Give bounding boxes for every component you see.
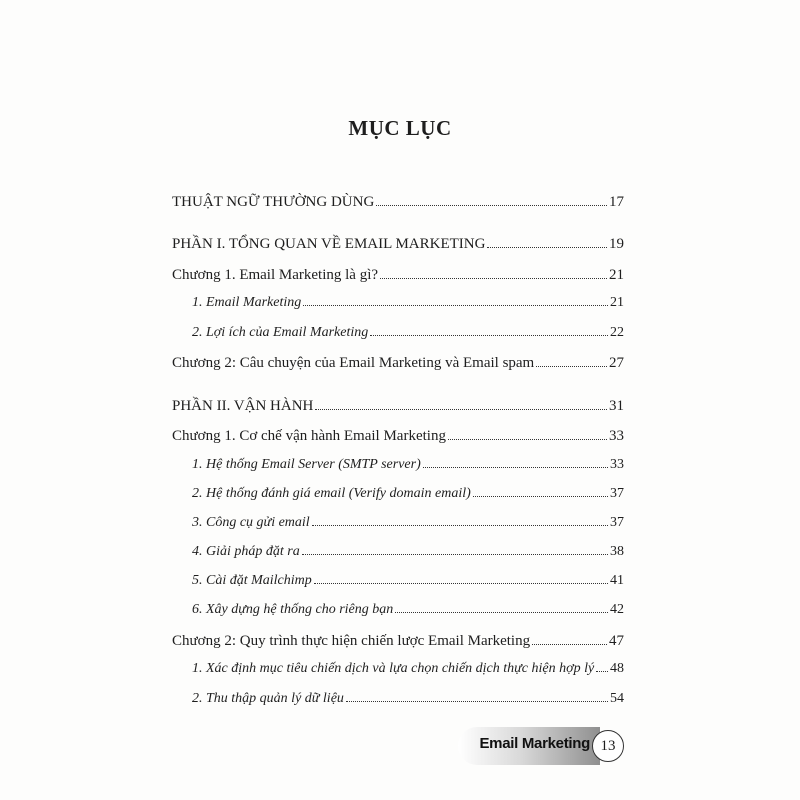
footer-book-title: Email Marketing: [479, 735, 590, 752]
toc-entry-title: 4. Giải pháp đặt ra: [192, 544, 300, 559]
toc-entry: [172, 265, 624, 285]
toc-entry-title: 2. Thu thập quản lý dữ liệu: [192, 691, 344, 706]
toc-entry-title: Chương 2: Câu chuyện của Email Marketing và Email spam: [172, 355, 535, 371]
toc-entry-page: 17: [609, 194, 624, 210]
toc-entry-page: 41: [610, 573, 624, 588]
toc-entry-title: 2. Lợi ích của Email Marketing: [192, 325, 369, 340]
toc-entry-title: 3. Công cụ gửi email: [192, 515, 310, 530]
toc-entry-page: 31: [609, 398, 624, 414]
dot-leader: [302, 553, 608, 555]
dot-leader: [596, 670, 608, 672]
toc-entry: [192, 293, 624, 313]
toc-entry-page: 33: [609, 428, 624, 444]
dot-leader: [303, 304, 608, 306]
toc-entry-title: PHẦN I. TỔNG QUAN VỀ EMAIL MARKETING: [172, 236, 486, 252]
toc-entry-title: THUẬT NGỮ THƯỜNG DÙNG: [172, 194, 375, 210]
dot-leader: [532, 643, 607, 645]
toc-entry-page: 48: [610, 661, 624, 676]
toc-entry: [192, 484, 624, 504]
toc-entry-page: 37: [610, 486, 624, 501]
dot-leader: [395, 611, 608, 613]
toc-entry: [192, 455, 624, 475]
toc-entry: [192, 513, 624, 533]
toc-entry: [192, 571, 624, 591]
toc-entry: [192, 600, 624, 620]
toc-entry: [172, 396, 624, 416]
dot-leader: [312, 524, 608, 526]
dot-leader: [314, 582, 608, 584]
toc-entry: [192, 323, 624, 343]
toc-entry-title: Chương 1. Email Marketing là gì?: [172, 267, 379, 283]
dot-leader: [315, 408, 607, 410]
dot-leader: [423, 466, 608, 468]
toc-entry-title: Chương 1. Cơ chế vận hành Email Marketing: [172, 428, 446, 444]
toc-entry-page: 22: [610, 325, 624, 340]
dot-leader: [376, 204, 607, 206]
toc-entry-title: Chương 2: Quy trình thực hiện chiến lược Email Marketing: [172, 633, 531, 649]
toc-entry: [172, 631, 624, 651]
toc-entry-page: 42: [610, 602, 624, 617]
toc-entry-title: 1. Xác định mục tiêu chiến dịch và lựa chọn chiến dịch thực hiện hợp lý: [192, 661, 595, 676]
toc-entry-title: 6. Xây dựng hệ thống cho riêng bạn: [192, 602, 394, 617]
toc-entry-title: 1. Email Marketing: [192, 295, 302, 310]
toc-entry-title: 2. Hệ thống đánh giá email (Verify domain email): [192, 486, 471, 501]
toc-entry-title: 1. Hệ thống Email Server (SMTP server): [192, 457, 421, 472]
toc-entry-page: 54: [610, 691, 624, 706]
dot-leader: [346, 700, 608, 702]
dot-leader: [370, 334, 608, 336]
page-title: MỤC LỤC: [348, 116, 452, 140]
dot-leader: [487, 246, 607, 248]
toc-entry-page: 33: [610, 457, 624, 472]
toc-entry-title: PHẦN II. VẬN HÀNH: [172, 398, 314, 414]
toc-entry: [192, 542, 624, 562]
toc-entry: [192, 659, 624, 679]
dot-leader: [448, 438, 607, 440]
toc-entry-page: 38: [610, 544, 624, 559]
toc-entry: [192, 689, 624, 709]
toc-entry: [172, 234, 624, 254]
toc-entry-page: 27: [609, 355, 624, 371]
toc-entry-page: 21: [610, 295, 624, 310]
toc-entry-page: 37: [610, 515, 624, 530]
toc-entry-page: 21: [609, 267, 624, 283]
dot-leader: [380, 277, 607, 279]
toc-entry: [172, 192, 624, 212]
toc-entry-page: 47: [609, 633, 624, 649]
toc-entry: [172, 426, 624, 446]
dot-leader: [536, 365, 607, 367]
page-number: 13: [592, 730, 624, 762]
dot-leader: [473, 495, 608, 497]
toc-entry-page: 19: [609, 236, 624, 252]
toc-entry: [172, 353, 624, 373]
toc-entry-title: 5. Cài đặt Mailchimp: [192, 573, 312, 588]
